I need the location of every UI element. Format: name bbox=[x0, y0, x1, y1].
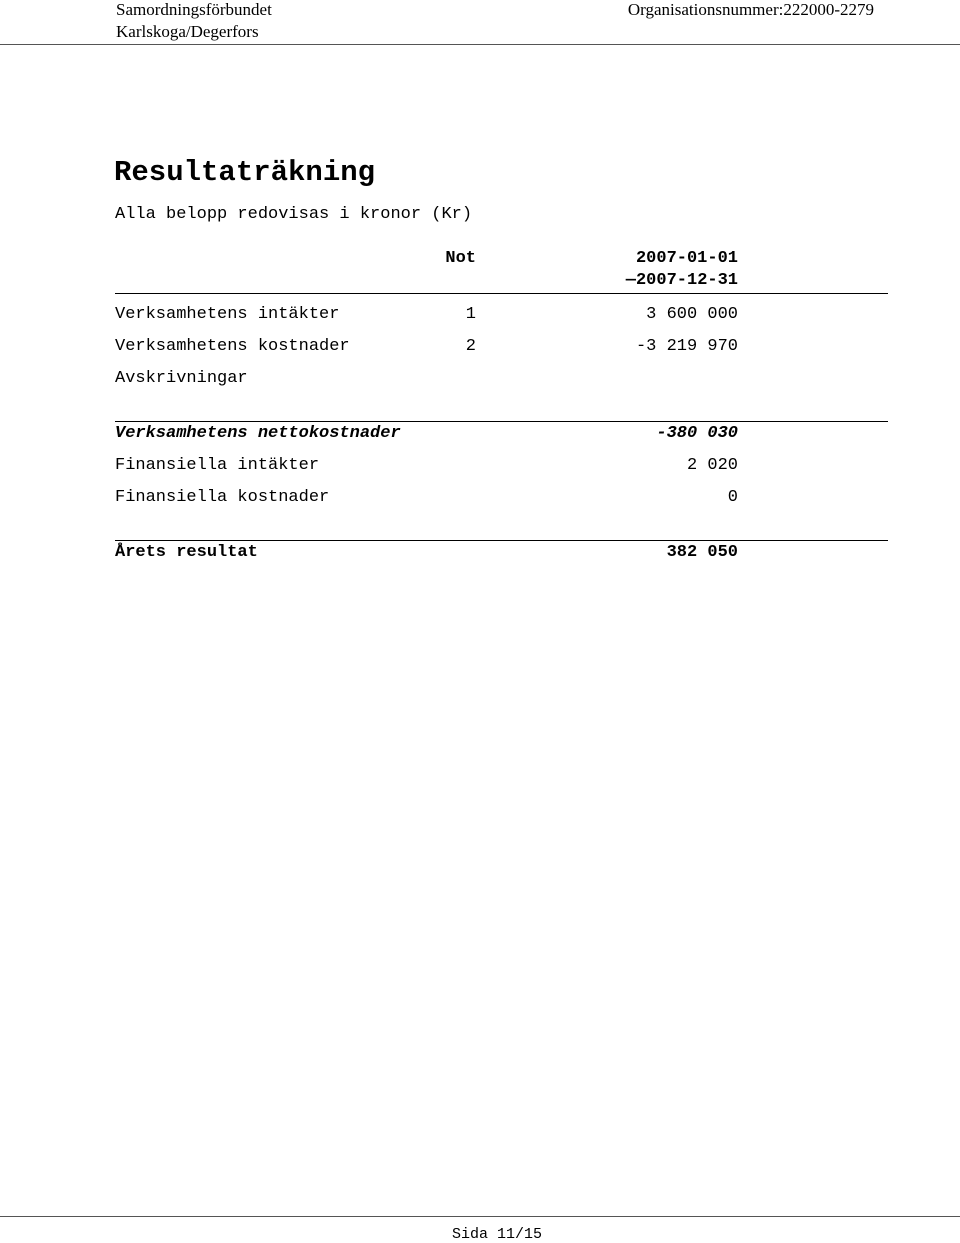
page-number: Sida 11/15 bbox=[451, 1226, 542, 1243]
org-number: Organisationsnummer:222000-2279 bbox=[627, 0, 874, 19]
page-title: Resultaträkning bbox=[114, 156, 376, 189]
row-label-depreciation: Avskrivningar bbox=[115, 369, 248, 388]
column-header-period-end: —2007-12-31 bbox=[625, 271, 738, 290]
header-divider bbox=[115, 293, 888, 294]
row-note-operating-costs: 2 bbox=[465, 337, 476, 356]
row-label-annual-result: Årets resultat bbox=[115, 543, 258, 562]
net-costs-divider bbox=[115, 421, 888, 422]
org-name-line1: Samordningsförbundet bbox=[116, 0, 272, 19]
result-divider bbox=[115, 540, 888, 541]
row-amount-operating-costs: -3 219 970 bbox=[635, 337, 738, 356]
report-subtitle: Alla belopp redovisas i kronor (Kr) bbox=[115, 205, 473, 224]
row-label-operating-income: Verksamhetens intäkter bbox=[115, 305, 340, 324]
page-header bbox=[0, 0, 960, 45]
row-amount-operating-income: 3 600 000 bbox=[646, 305, 738, 324]
row-amount-annual-result: 382 050 bbox=[666, 543, 738, 562]
row-label-net-costs: Verksamhetens nettokostnader bbox=[115, 424, 401, 443]
column-header-note: Not bbox=[445, 249, 476, 268]
row-amount-financial-costs: 0 bbox=[727, 488, 738, 507]
org-name-line2: Karlskoga/Degerfors bbox=[116, 22, 259, 41]
row-amount-net-costs: -380 030 bbox=[656, 424, 738, 443]
row-label-financial-costs: Finansiella kostnader bbox=[115, 488, 330, 507]
row-amount-financial-income: 2 020 bbox=[686, 456, 738, 475]
column-header-period-start: 2007-01-01 bbox=[635, 249, 738, 268]
row-label-operating-costs: Verksamhetens kostnader bbox=[115, 337, 350, 356]
row-label-financial-income: Finansiella intäkter bbox=[115, 456, 320, 475]
row-note-operating-income: 1 bbox=[465, 305, 476, 324]
footer-divider bbox=[0, 1216, 960, 1217]
